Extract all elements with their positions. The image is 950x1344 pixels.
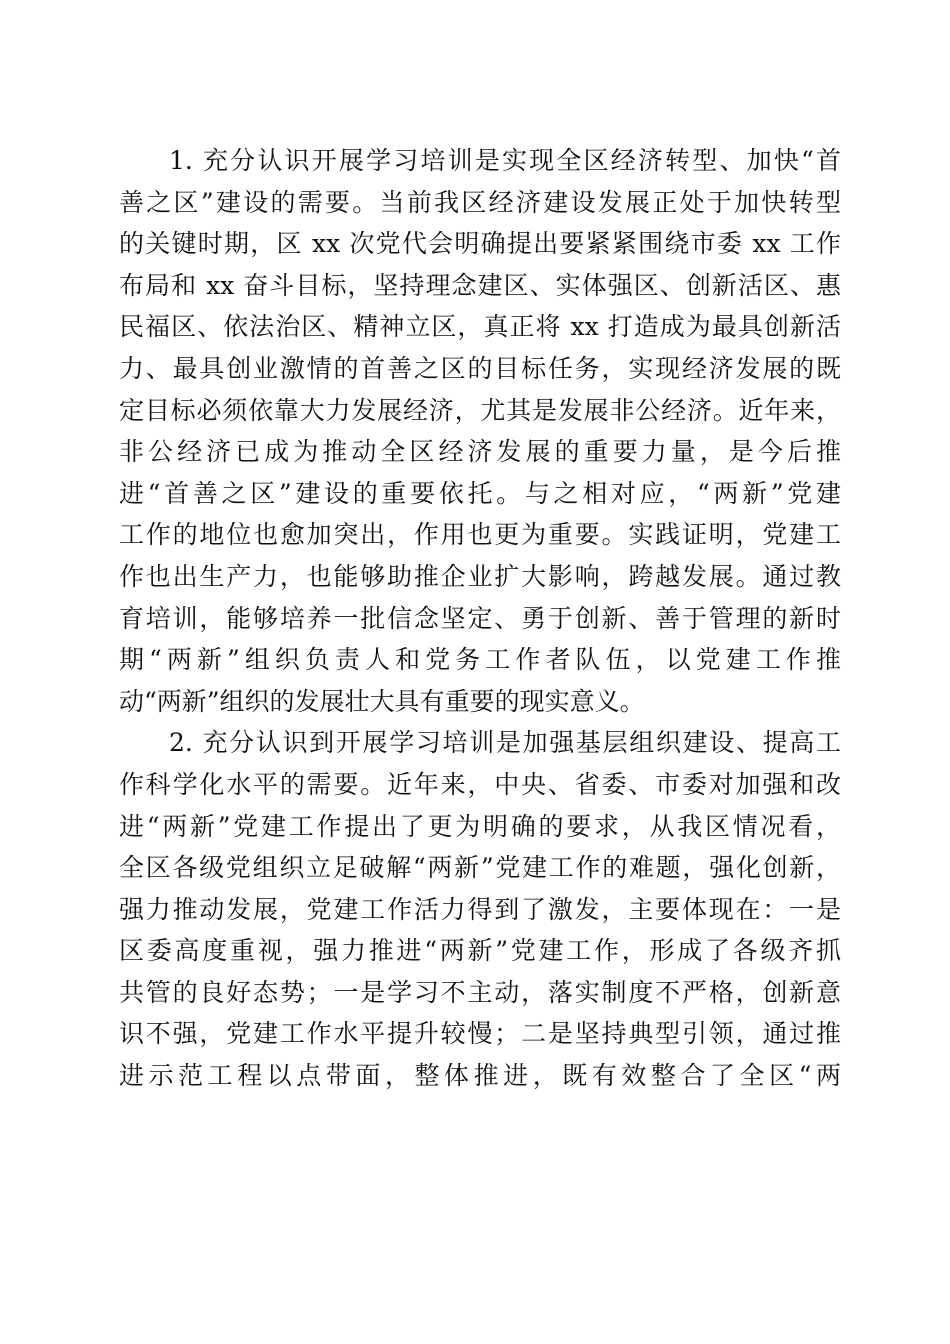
paragraph-2 bbox=[119, 722, 841, 1096]
text-line: 进示范工程以点带面，整体推进，既有效整合了全区“两 bbox=[119, 1061, 841, 1091]
text-line: 民福区、依法治区、精神立区，真正将 xx 打造成为最具创新活 bbox=[119, 312, 841, 342]
paragraph-1 bbox=[119, 140, 841, 722]
text-line: 布局和 xx 奋斗目标，坚持理念建区、实体强区、创新活区、惠 bbox=[119, 270, 841, 300]
text-line: 期“两新”组织负责人和党务工作者队伍，以党建工作推 bbox=[119, 645, 841, 675]
text-line: 进“首善之区”建设的重要依托。与之相对应，“两新”党建 bbox=[119, 478, 841, 508]
text-line: 育培训，能够培养一批信念坚定、勇于创新、善于管理的新时 bbox=[119, 603, 841, 633]
text-line: 定目标必须依靠大力发展经济，尤其是发展非公经济。近年来， bbox=[119, 395, 841, 425]
text-line: 工作的地位也愈加突出，作用也更为重要。实践证明，党建工 bbox=[119, 520, 841, 550]
text-line: 善之区”建设的需要。当前我区经济建设发展正处于加快转型 bbox=[119, 187, 841, 217]
text-line: 区委高度重视，强力推进“两新”党建工作，形成了各级齐抓 bbox=[119, 936, 841, 966]
text-line: 进“两新”党建工作提出了更为明确的要求，从我区情况看， bbox=[119, 811, 841, 841]
text-line: 非公经济已成为推动全区经济发展的重要力量，是今后推 bbox=[119, 437, 841, 467]
body-text bbox=[119, 140, 841, 1097]
text-line: 的关键时期，区 xx 次党代会明确提出要紧紧围绕市委 xx 工作 bbox=[119, 229, 841, 259]
text-line: 动“两新”组织的发展壮大具有重要的现实意义。 bbox=[119, 686, 645, 716]
text-line: 全区各级党组织立足破解“两新”党建工作的难题，强化创新， bbox=[119, 853, 841, 883]
text-line: 共管的良好态势；一是学习不主动，落实制度不严格，创新意 bbox=[119, 977, 841, 1007]
text-line: 1. 充分认识开展学习培训是实现全区经济转型、加快“首 bbox=[169, 146, 841, 175]
text-line: 力、最具创业激情的首善之区的目标任务，实现经济发展的既 bbox=[119, 353, 841, 383]
text-line: 作也出生产力，也能够助推企业扩大影响，跨越发展。通过教 bbox=[119, 561, 841, 591]
text-line: 2. 充分认识到开展学习培训是加强基层组织建设、提高工 bbox=[169, 728, 841, 758]
text-line: 识不强，党建工作水平提升较慢；二是坚持典型引领，通过推 bbox=[119, 1019, 841, 1049]
text-line: 作科学化水平的需要。近年来，中央、省委、市委对加强和改 bbox=[119, 769, 841, 799]
text-line: 强力推动发展，党建工作活力得到了激发，主要体现在：一是 bbox=[119, 894, 841, 924]
